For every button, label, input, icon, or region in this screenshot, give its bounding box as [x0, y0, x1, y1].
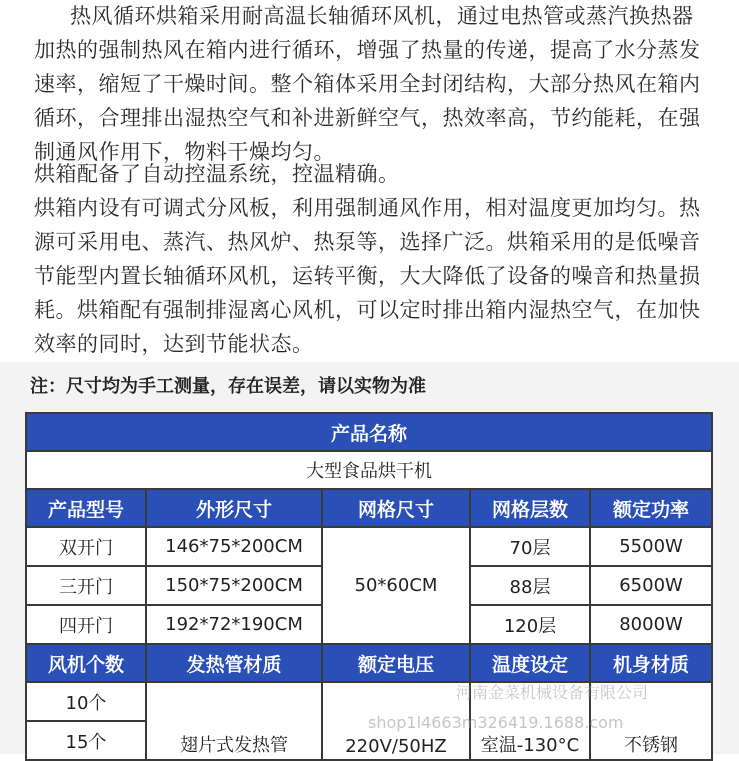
- cell-power: 8000W: [590, 605, 712, 644]
- cell-size: 192*72*190CM: [146, 605, 322, 644]
- column-header: 额定电压: [322, 644, 470, 682]
- intro-paragraph: 烘箱内设有可调式分风板，利用强制通风作用，相对温度更加均匀。热源可采用电、蒸汽、热风炉、热泵等，选择广泛。烘箱采用的是低噪音节能型内置长轴循环风机，运转平衡，大大降低了设备的噪音和热量损耗。烘箱配有强制排湿离心风机，可以定时排出箱内湿热空气，在加快效率的同时，达到节能状态。: [34, 196, 701, 356]
- column-header: 额定功率: [590, 489, 712, 527]
- spec-table: [25, 412, 713, 761]
- column-header: 网格尺寸: [322, 489, 470, 527]
- table-header-row: [26, 489, 712, 527]
- cell-size: 146*75*200CM: [146, 527, 322, 566]
- table-row: [26, 527, 712, 566]
- measurement-note: 注：尺寸均为手工测量，存在误差，请以实物为准: [30, 376, 426, 397]
- cell-grid-size: 50*60CM: [322, 527, 470, 644]
- product-name-header: 产品名称: [26, 413, 712, 451]
- cell-heater-material: 翅片式发热管: [146, 682, 322, 760]
- cell-model: 三开门: [26, 566, 146, 605]
- product-name: 大型食品烘干机: [26, 451, 712, 489]
- cell-layers: 120层: [470, 605, 590, 644]
- intro-paragraph: 烘箱配备了自动控温系统，控温精确。: [34, 162, 400, 186]
- cell-fan-count: 10个: [26, 682, 146, 721]
- column-header: 网格层数: [470, 489, 590, 527]
- cell-voltage: 220V/50HZ: [322, 682, 470, 760]
- intro-paragraph: 热风循环烘箱采用耐高温长轴循环风机，通过电热管或蒸汽换热器加热的强制热风在箱内进行循环，增强了热量的传递，提高了水分蒸发速率，缩短了干燥时间。整个箱体采用全封闭结构，大部分热风在箱内循环，合理排出湿热空气和补进新鲜空气，热效率高，节约能耗，在强制通风作用下，物料干燥均匀。: [34, 4, 701, 164]
- table-row: [26, 413, 712, 451]
- intro-section: [0, 0, 739, 362]
- watermark-company: 河南金菜机械设备有限公司: [456, 683, 649, 702]
- cell-size: 150*75*200CM: [146, 566, 322, 605]
- cell-temperature: 室温-130°C: [470, 682, 590, 760]
- cell-model: 四开门: [26, 605, 146, 644]
- cell-body-material: 不锈钢: [590, 682, 712, 760]
- cell-layers: 70层: [470, 527, 590, 566]
- cell-fan-count: 15个: [26, 721, 146, 760]
- column-header: 机身材质: [590, 644, 712, 682]
- column-header: 风机个数: [26, 644, 146, 682]
- table-row: [26, 451, 712, 489]
- cell-power: 5500W: [590, 527, 712, 566]
- cell-power: 6500W: [590, 566, 712, 605]
- watermark-url: shop1l4663m326419.1688.com: [368, 713, 624, 732]
- table-header-row: [26, 644, 712, 682]
- column-header: 产品型号: [26, 489, 146, 527]
- column-header: 温度设定: [470, 644, 590, 682]
- column-header: 外形尺寸: [146, 489, 322, 527]
- cell-model: 双开门: [26, 527, 146, 566]
- column-header: 发热管材质: [146, 644, 322, 682]
- cell-layers: 88层: [470, 566, 590, 605]
